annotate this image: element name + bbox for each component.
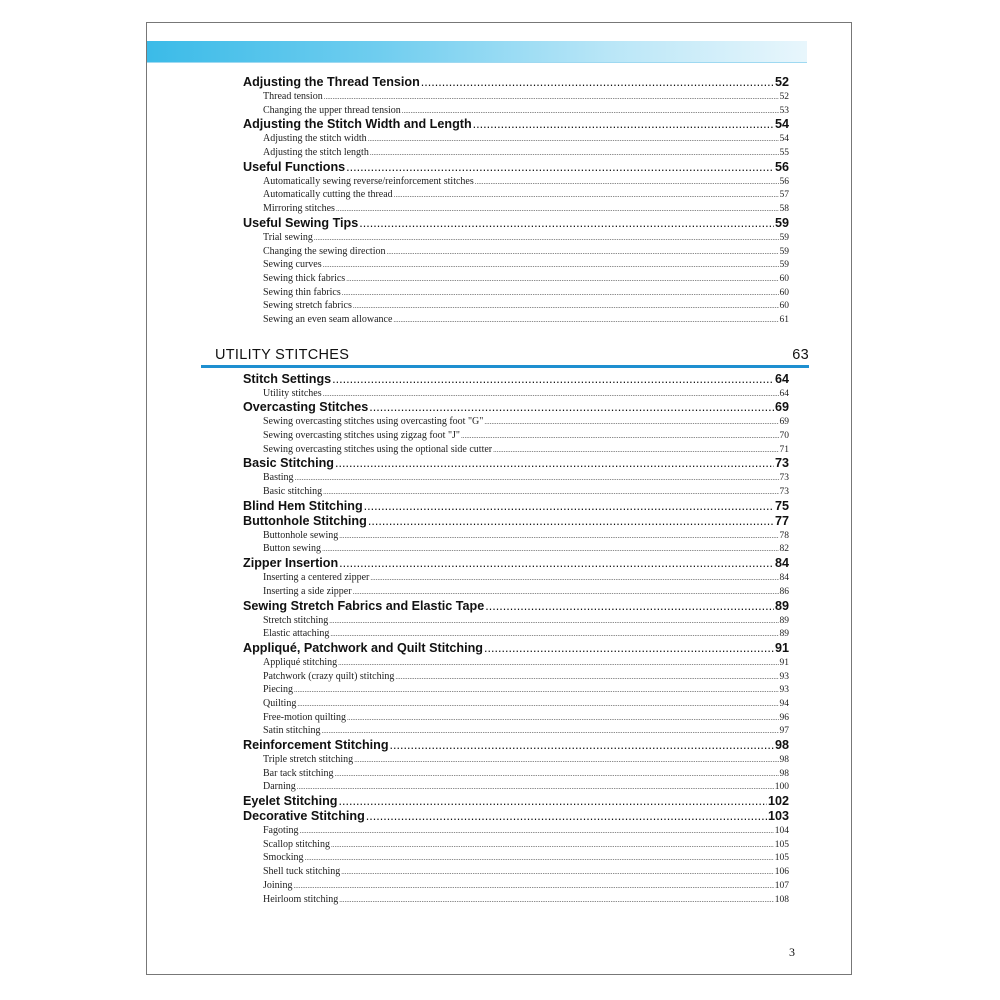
- section-page-number: 89: [774, 598, 789, 613]
- toc-subsection-entry: [243, 529, 789, 543]
- subsection-page-number: 58: [779, 204, 789, 215]
- subsection-page-number: 107: [774, 880, 789, 891]
- section-title: Adjusting the Stitch Width and Length: [243, 117, 472, 132]
- subsection-title: Patchwork (crazy quilt) stitching: [263, 670, 395, 682]
- subsection-page-number: 52: [779, 92, 789, 102]
- subsection-page-number: 55: [779, 148, 789, 159]
- subsection-title: Utility stitches: [263, 387, 322, 399]
- dot-leader: [331, 838, 774, 853]
- toc-subsection-entry: [243, 286, 789, 300]
- toc-section-entry: [243, 75, 789, 90]
- subsection-title: Inserting a centered zipper: [263, 572, 370, 584]
- toc-subsection-entry: [243, 780, 789, 794]
- subsection-title: Sewing overcasting stitches using the optional side cutter: [263, 443, 493, 455]
- toc-subsection-entry: [243, 656, 789, 670]
- dot-leader: [421, 75, 774, 90]
- toc-subsection-entry: [243, 683, 789, 697]
- dot-leader: [493, 443, 778, 458]
- subsection-page-number: 70: [779, 431, 789, 441]
- dot-leader: [336, 202, 779, 217]
- subsection-page-number: 57: [779, 190, 789, 201]
- toc-subsection-entry: [243, 471, 789, 485]
- toc-subsection-entry: [243, 614, 789, 628]
- subsection-page-number: 98: [779, 768, 789, 779]
- toc-subsection-entry: [243, 627, 789, 641]
- toc-section-entry: [243, 641, 789, 656]
- subsection-page-number: 93: [779, 685, 789, 696]
- section-page-number: 84: [774, 556, 789, 571]
- dot-leader: [339, 893, 773, 908]
- toc-subsection-entry: [243, 893, 789, 907]
- subsection-title: Sewing thick fabrics: [263, 272, 346, 284]
- subsection-title: Joining: [263, 879, 293, 891]
- subsection-page-number: 98: [779, 755, 789, 765]
- dot-leader: [324, 90, 779, 105]
- subsection-page-number: 93: [779, 671, 789, 682]
- subsection-page-number: 82: [779, 544, 789, 555]
- subsection-page-number: 91: [779, 657, 789, 668]
- header-color-bar: [147, 41, 807, 62]
- subsection-page-number: 96: [779, 712, 789, 723]
- section-title: Zipper Insertion: [243, 556, 339, 571]
- subsection-title: Trial sewing: [263, 231, 313, 243]
- subsection-title: Free-motion quilting: [263, 711, 347, 723]
- toc-section-entry: [243, 456, 789, 471]
- header-bar-underline: [147, 62, 807, 63]
- dot-leader: [353, 299, 779, 314]
- toc-subsection-entry: [243, 429, 789, 443]
- dot-leader: [390, 738, 774, 753]
- dot-leader: [347, 711, 778, 726]
- dot-leader: [368, 514, 774, 529]
- toc-subsection-entry: [243, 711, 789, 725]
- subsection-title: Changing the upper thread tension: [263, 104, 401, 116]
- section-page-number: 73: [774, 456, 789, 471]
- subsection-title: Sewing overcasting stitches using overcasting foot "G": [263, 416, 484, 428]
- subsection-title: Elastic attaching: [263, 628, 330, 640]
- subsection-title: Stretch stitching: [263, 614, 329, 626]
- dot-leader: [368, 132, 779, 147]
- dot-leader: [339, 556, 774, 571]
- section-page-number: 102: [767, 794, 789, 809]
- dot-leader: [323, 387, 779, 402]
- subsection-page-number: 71: [779, 444, 789, 455]
- subsection-page-number: 84: [779, 573, 789, 584]
- chapter-underline: [201, 365, 809, 368]
- dot-leader: [323, 485, 778, 500]
- dot-leader: [370, 146, 779, 161]
- section-title: Stitch Settings: [243, 371, 332, 386]
- toc-subsection-entry: [243, 753, 789, 767]
- toc-subsection-entry: [243, 387, 789, 401]
- section-page-number: 56: [774, 159, 789, 174]
- dot-leader: [341, 865, 774, 880]
- subsection-page-number: 105: [774, 839, 789, 850]
- dot-leader: [354, 753, 778, 768]
- toc-sections-after-chapter: [243, 372, 789, 907]
- subsection-title: Triple stretch stitching: [263, 754, 354, 765]
- dot-leader: [342, 286, 779, 301]
- subsection-title: Appliqué stitching: [263, 656, 338, 668]
- dot-leader: [295, 471, 779, 486]
- subsection-page-number: 105: [774, 853, 789, 864]
- dot-leader: [359, 216, 774, 231]
- dot-leader: [297, 697, 778, 712]
- dot-leader: [366, 809, 767, 824]
- subsection-page-number: 64: [779, 388, 789, 399]
- section-title: Decorative Stitching: [243, 809, 365, 824]
- dot-leader: [322, 542, 778, 557]
- chapter-heading: [215, 341, 809, 368]
- subsection-title: Bar tack stitching: [263, 767, 334, 779]
- subsection-title: Sewing curves: [263, 259, 322, 271]
- subsection-title: Sewing stretch fabrics: [263, 300, 352, 312]
- subsection-title: Smocking: [263, 852, 304, 864]
- dot-leader: [338, 656, 778, 671]
- dot-leader: [402, 104, 779, 119]
- toc-subsection-entry: [243, 231, 789, 245]
- subsection-title: Button sewing: [263, 543, 322, 555]
- toc-section-entry: [243, 794, 789, 809]
- dot-leader: [314, 231, 779, 246]
- toc-section-entry: [243, 400, 789, 415]
- subsection-page-number: 73: [779, 487, 789, 498]
- toc-subsection-entry: [243, 258, 789, 272]
- toc-section-entry: [243, 738, 789, 753]
- dot-leader: [335, 767, 779, 782]
- subsection-title: Changing the sewing direction: [263, 245, 386, 257]
- dot-leader: [475, 175, 779, 190]
- dot-leader: [369, 400, 774, 415]
- section-title: Basic Stitching: [243, 456, 334, 471]
- toc-subsection-entry: [243, 104, 789, 118]
- toc-subsection-entry: [243, 146, 789, 160]
- dot-leader: [346, 160, 774, 175]
- section-page-number: 64: [774, 371, 789, 386]
- subsection-title: Adjusting the stitch length: [263, 147, 369, 159]
- dot-leader: [346, 272, 778, 287]
- section-page-number: 75: [774, 498, 789, 513]
- subsection-page-number: 108: [774, 894, 789, 905]
- toc-section-entry: [243, 372, 789, 387]
- subsection-page-number: 60: [779, 273, 789, 284]
- section-title: Eyelet Stitching: [243, 794, 338, 809]
- subsection-page-number: 61: [779, 314, 789, 325]
- subsection-title: Buttonhole sewing: [263, 529, 339, 541]
- dot-leader: [322, 724, 779, 739]
- toc-section-entry: [243, 216, 789, 231]
- toc-subsection-entry: [243, 485, 789, 499]
- dot-leader: [338, 794, 767, 809]
- subsection-page-number: 106: [774, 867, 789, 878]
- section-page-number: 54: [774, 117, 789, 132]
- dot-leader: [332, 372, 774, 387]
- subsection-page-number: 73: [779, 473, 789, 484]
- subsection-title: Darning: [263, 781, 296, 793]
- section-title: Overcasting Stitches: [243, 400, 369, 415]
- subsection-title: Basting: [263, 472, 294, 484]
- toc-section-entry: [243, 809, 789, 824]
- dot-leader: [339, 529, 778, 544]
- subsection-page-number: 86: [779, 586, 789, 597]
- dot-leader: [323, 258, 779, 273]
- toc-section-entry: [243, 514, 789, 529]
- subsection-page-number: 56: [779, 176, 789, 187]
- toc-subsection-entry: [243, 851, 789, 865]
- dot-leader: [297, 780, 774, 795]
- dot-leader: [473, 117, 774, 132]
- toc-subsection-entry: [243, 542, 789, 556]
- subsection-page-number: 78: [779, 530, 789, 541]
- toc-subsection-entry: [243, 299, 789, 313]
- section-page-number: 91: [774, 640, 789, 655]
- page-number: 3: [789, 945, 795, 959]
- subsection-page-number: 89: [779, 629, 789, 640]
- section-title: Appliqué, Patchwork and Quilt Stitching: [243, 640, 483, 655]
- dot-leader: [386, 245, 778, 260]
- dot-leader: [484, 415, 778, 430]
- subsection-title: Inserting a side zipper: [263, 585, 352, 597]
- dot-leader: [393, 313, 778, 328]
- toc-subsection-entry: [243, 879, 789, 893]
- chapter-page-number: 63: [792, 346, 809, 363]
- subsection-title: Shell tuck stitching: [263, 866, 341, 878]
- subsection-page-number: 97: [779, 726, 789, 737]
- toc-subsection-entry: [243, 824, 789, 838]
- subsection-title: Adjusting the stitch width: [263, 133, 367, 145]
- dot-leader: [294, 683, 779, 698]
- subsection-title: Automatically cutting the thread: [263, 189, 393, 201]
- subsection-title: Sewing overcasting stitches using zigzag foot "J": [263, 430, 461, 441]
- dot-leader: [353, 585, 779, 600]
- subsection-title: Heirloom stitching: [263, 893, 339, 905]
- toc-subsection-entry: [243, 724, 789, 738]
- section-page-number: 59: [774, 215, 789, 230]
- toc-subsection-entry: [243, 443, 789, 457]
- section-page-number: 103: [767, 809, 789, 824]
- dot-leader: [335, 456, 774, 471]
- subsection-page-number: 54: [779, 134, 789, 145]
- subsection-page-number: 53: [779, 105, 789, 116]
- toc-subsection-entry: [243, 838, 789, 852]
- dot-leader: [305, 851, 774, 866]
- chapter-title: UTILITY STITCHES: [215, 346, 350, 363]
- section-page-number: 77: [774, 513, 789, 528]
- subsection-title: Fagoting: [263, 825, 299, 837]
- toc-subsection-entry: [243, 90, 789, 104]
- toc-subsection-entry: [243, 571, 789, 585]
- section-page-number: 52: [774, 75, 789, 89]
- toc-section-entry: [243, 160, 789, 175]
- table-of-contents: [215, 75, 809, 906]
- toc-subsection-entry: [243, 585, 789, 599]
- subsection-title: Satin stitching: [263, 725, 321, 737]
- toc-subsection-entry: [243, 202, 789, 216]
- subsection-title: Sewing an even seam allowance: [263, 313, 393, 325]
- subsection-page-number: 104: [774, 826, 789, 837]
- toc-subsection-entry: [243, 175, 789, 189]
- section-page-number: 98: [774, 738, 789, 752]
- section-title: Useful Functions: [243, 159, 346, 174]
- subsection-page-number: 69: [779, 417, 789, 428]
- subsection-page-number: 100: [774, 782, 789, 793]
- toc-subsection-entry: [243, 245, 789, 259]
- subsection-page-number: 60: [779, 301, 789, 312]
- subsection-title: Automatically sewing reverse/reinforcement stitches: [263, 175, 474, 187]
- toc-subsection-entry: [243, 188, 789, 202]
- dot-leader: [330, 627, 778, 642]
- toc-subsection-entry: [243, 670, 789, 684]
- toc-subsection-entry: [243, 415, 789, 429]
- toc-subsection-entry: [243, 272, 789, 286]
- dot-leader: [370, 571, 778, 586]
- subsection-title: Thread tension: [263, 91, 323, 102]
- toc-section-entry: [243, 117, 789, 132]
- toc-subsection-entry: [243, 313, 789, 327]
- toc-subsection-entry: [243, 865, 789, 879]
- toc-section-entry: [243, 556, 789, 571]
- toc-sections-before-chapter: [243, 75, 789, 327]
- section-title: Blind Hem Stitching: [243, 498, 363, 513]
- toc-section-entry: [243, 599, 789, 614]
- dot-leader: [461, 429, 778, 444]
- subsection-page-number: 94: [779, 698, 789, 709]
- subsection-title: Sewing thin fabrics: [263, 286, 341, 298]
- subsection-page-number: 60: [779, 287, 789, 298]
- dot-leader: [484, 641, 774, 656]
- document-page: [146, 22, 852, 975]
- dot-leader: [485, 599, 774, 614]
- subsection-page-number: 59: [779, 260, 789, 271]
- toc-section-entry: [243, 499, 789, 514]
- section-title: Buttonhole Stitching: [243, 513, 367, 528]
- toc-subsection-entry: [243, 767, 789, 781]
- dot-leader: [329, 614, 778, 629]
- subsection-page-number: 59: [779, 232, 789, 243]
- dot-leader: [395, 670, 778, 685]
- section-page-number: 69: [774, 400, 789, 415]
- subsection-title: Basic stitching: [263, 486, 323, 498]
- dot-leader: [300, 824, 774, 839]
- section-title: Adjusting the Thread Tension: [243, 75, 420, 89]
- section-title: Useful Sewing Tips: [243, 215, 359, 230]
- dot-leader: [293, 879, 773, 894]
- subsection-title: Mirroring stitches: [263, 203, 335, 215]
- subsection-page-number: 89: [779, 615, 789, 626]
- dot-leader: [364, 499, 774, 514]
- subsection-title: Scallop stitching: [263, 838, 330, 850]
- toc-subsection-entry: [243, 132, 789, 146]
- dot-leader: [394, 188, 779, 203]
- section-title: Reinforcement Stitching: [243, 738, 389, 752]
- section-title: Sewing Stretch Fabrics and Elastic Tape: [243, 598, 485, 613]
- toc-subsection-entry: [243, 697, 789, 711]
- subsection-page-number: 59: [779, 246, 789, 257]
- subsection-title: Piecing: [263, 684, 293, 696]
- subsection-title: Quilting: [263, 697, 297, 709]
